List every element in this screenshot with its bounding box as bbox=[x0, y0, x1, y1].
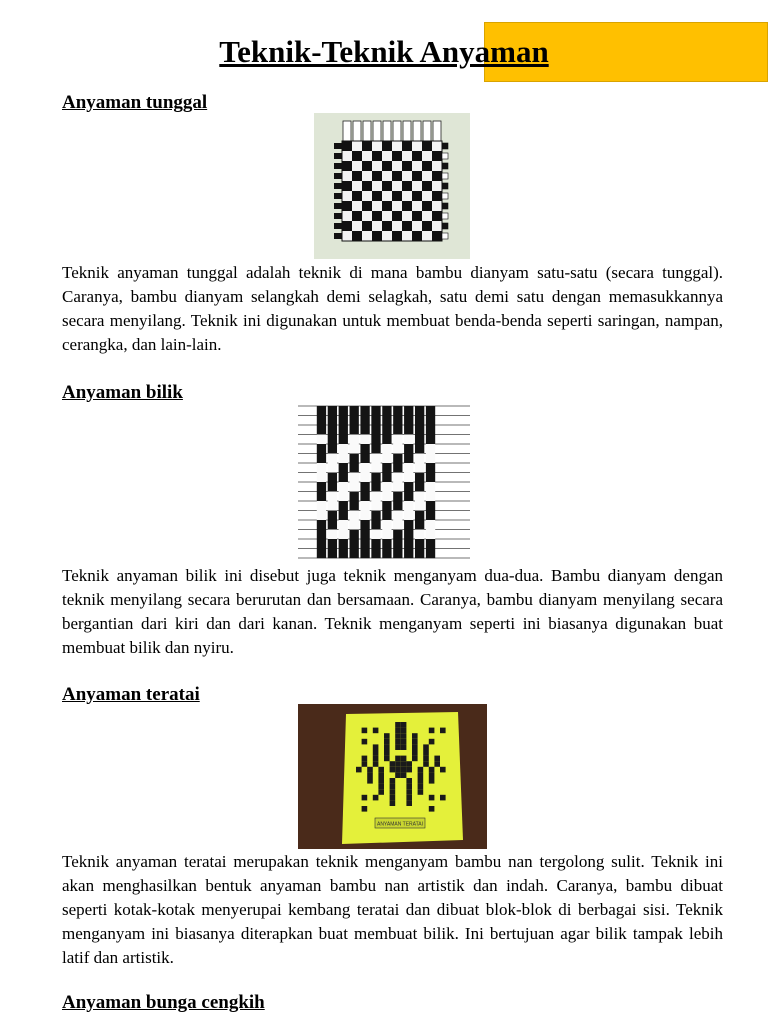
lotus-image-caption: ANYAMAN TERATAI bbox=[376, 821, 424, 828]
section-heading-anyaman-teratai: Anyaman teratai bbox=[62, 684, 200, 705]
page-title: Teknik-Teknik Anyaman bbox=[219, 34, 549, 69]
section-text-anyaman-bilik: Teknik anyaman bilik ini disebut juga teknik menganyam dua-dua. Bambu dianyam dengan teknik menyilang secara berurutan dan bersamaan. Caranya, bambu dianyam menyilang secara bergantian dari kiri dan dari kanan. Teknik menganyam seperti ini biasanya digunakan buat membuat bilik dan nyiru. bbox=[62, 566, 723, 657]
section-heading-anyaman-tunggal: Anyaman tunggal bbox=[62, 92, 208, 113]
section-heading-anyaman-bilik: Anyaman bilik bbox=[62, 382, 183, 403]
section-text-anyaman-tunggal: Teknik anyaman tunggal adalah teknik di mana bambu dianyam satu-satu (secara tunggal). Caranya, bambu dianyam selangkah demi selagkah, satu demi satu dengan memasukkannya secara menyilang. Teknik ini digunakan untuk membuat benda-benda seperti saringan, nampan, cerangka, dan lain-lain. bbox=[62, 263, 723, 354]
checkerboard-weave-image bbox=[314, 113, 470, 259]
twill-weave-image bbox=[298, 402, 486, 562]
section-text-anyaman-teratai: Teknik anyaman teratai merupakan teknik menganyam bambu nan tergolong sulit. Teknik ini akan menghasilkan bentuk anyaman bambu nan artistik dan indah. Caranya, bambu dibuat seperti kotak-kotak menyerupai kembang teratai dan dibuat blok-blok di berbagai sisi. Teknik menganyam ini biasanya diterapkan buat membuat bilik. Ini bertujuan agar bilik tampak lebih latif dan artistik. bbox=[62, 852, 723, 967]
lotus-weave-image bbox=[298, 704, 487, 849]
section-heading-anyaman-bunga-cengkih: Anyaman bunga cengkih bbox=[62, 992, 265, 1013]
